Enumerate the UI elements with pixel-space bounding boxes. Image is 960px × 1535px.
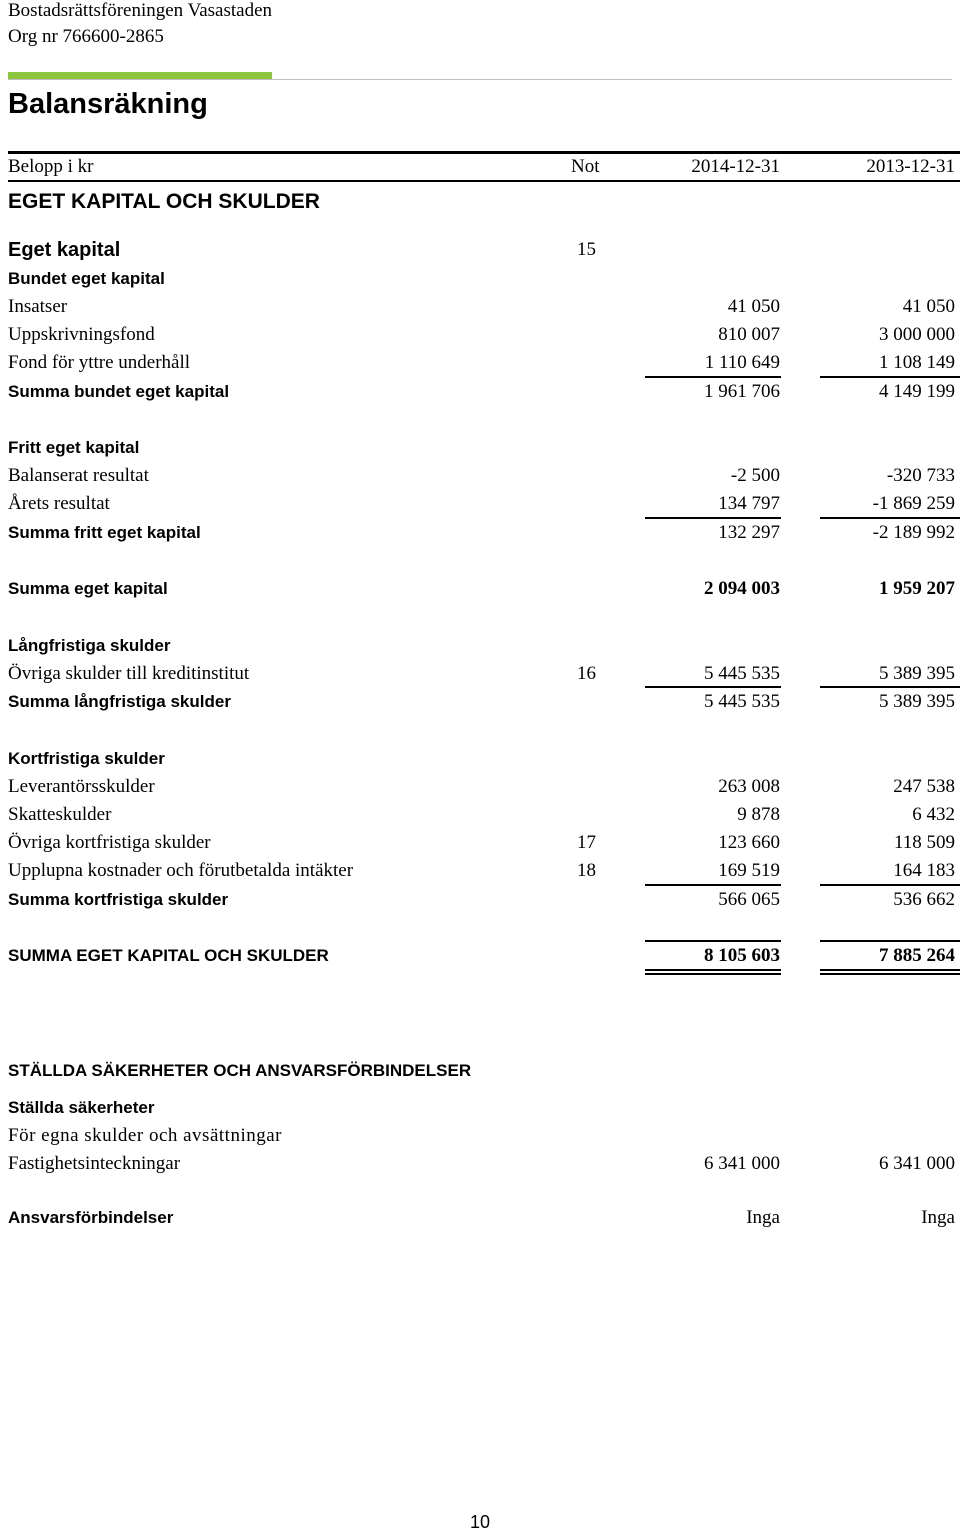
row-label: Eget kapital — [8, 239, 121, 261]
table-header — [0, 153, 960, 181]
row-value-2013: -2 189 992 — [872, 522, 955, 543]
table-row — [0, 188, 960, 216]
row-value-2014: 1 961 706 — [704, 381, 780, 402]
row-label: Upplupna kostnader och förutbetalda intäkter — [8, 860, 354, 881]
table-row — [0, 378, 960, 406]
row-value-2013: 7 885 264 — [879, 945, 955, 966]
column-header-amount: Belopp i kr — [8, 156, 94, 177]
row-value-2013: 1 959 207 — [879, 578, 955, 599]
row-label: Kortfristiga skulder — [8, 749, 165, 768]
row-label: Summa kortfristiga skulder — [8, 890, 229, 909]
row-value-2014: Inga — [746, 1207, 780, 1228]
org-number: Org nr 766600-2865 — [8, 26, 164, 47]
table-row — [0, 745, 960, 773]
double-underline — [820, 969, 960, 971]
double-underline — [645, 969, 781, 971]
row-value-2013: 118 509 — [893, 832, 955, 853]
row-value-2014: 134 797 — [718, 493, 780, 514]
row-note: 15 — [577, 239, 596, 260]
table-row — [0, 857, 960, 885]
row-label: SUMMA EGET KAPITAL OCH SKULDER — [8, 946, 329, 965]
row-value-2014: 810 007 — [718, 324, 780, 345]
row-label: Bundet eget kapital — [8, 269, 165, 288]
row-value-2014: 8 105 603 — [704, 945, 780, 966]
row-value-2014: 132 297 — [718, 522, 780, 543]
row-value-2013: 4 149 199 — [879, 381, 955, 402]
row-label: Summa långfristiga skulder — [8, 692, 231, 711]
column-header-year1: 2014-12-31 — [691, 156, 780, 177]
row-label: För egna skulder och avsättningar — [8, 1125, 282, 1146]
row-label: Fond för yttre underhåll — [8, 352, 191, 373]
row-value-2013: 6 432 — [912, 804, 955, 825]
row-label: STÄLLDA SÄKERHETER OCH ANSVARSFÖRBINDELSER — [8, 1061, 472, 1080]
row-label: Balanserat resultat — [8, 465, 149, 486]
row-value-2013: 536 662 — [893, 889, 955, 910]
row-label: Skatteskulder — [8, 804, 112, 825]
row-note: 18 — [577, 860, 596, 881]
table-row — [0, 490, 960, 518]
table-row — [0, 1204, 960, 1232]
row-note: 16 — [577, 663, 596, 684]
header-accent-bar — [8, 72, 272, 79]
row-value-2013: 1 108 149 — [879, 352, 955, 373]
table-row — [0, 1122, 960, 1150]
row-label: Insatser — [8, 296, 68, 317]
table-row — [0, 773, 960, 801]
table-row — [0, 942, 960, 970]
column-header-year2: 2013-12-31 — [866, 156, 955, 177]
row-label: Ansvarsförbindelser — [8, 1208, 174, 1227]
row-value-2014: 5 445 535 — [704, 691, 780, 712]
table-row — [0, 660, 960, 688]
row-label: Övriga skulder till kreditinstitut — [8, 663, 250, 684]
header-divider — [8, 79, 952, 80]
page-number: 10 — [469, 1512, 491, 1532]
table-row — [0, 632, 960, 660]
row-value-2014: 123 660 — [718, 832, 780, 853]
table-row — [0, 1094, 960, 1122]
table-row — [0, 1057, 960, 1085]
row-note: 17 — [577, 832, 596, 853]
row-label: Ställda säkerheter — [8, 1098, 155, 1117]
row-value-2014: 41 050 — [727, 296, 780, 317]
org-name: Bostadsrättsföreningen Vasastaden — [8, 0, 273, 21]
row-value-2013: Inga — [921, 1207, 955, 1228]
row-value-2014: 6 341 000 — [704, 1153, 780, 1174]
row-label: Uppskrivningsfond — [8, 324, 155, 345]
row-value-2013: 41 050 — [902, 296, 955, 317]
row-value-2013: 3 000 000 — [879, 324, 955, 345]
row-value-2014: 9 878 — [737, 804, 780, 825]
row-value-2014: -2 500 — [730, 465, 780, 486]
table-row — [0, 519, 960, 547]
table-row — [0, 293, 960, 321]
row-label: Årets resultat — [8, 493, 110, 514]
table-row — [0, 236, 960, 264]
row-value-2013: -320 733 — [886, 465, 955, 486]
table-row — [0, 688, 960, 716]
page-title: Balansräkning — [8, 88, 208, 120]
table-row — [0, 265, 960, 293]
row-value-2013: -1 869 259 — [872, 493, 955, 514]
table-row — [0, 349, 960, 377]
row-value-2013: 247 538 — [893, 776, 955, 797]
table-header-bottom-rule — [8, 180, 960, 182]
row-value-2014: 566 065 — [718, 889, 780, 910]
table-row — [0, 575, 960, 603]
row-label: Summa eget kapital — [8, 579, 168, 598]
row-value-2013: 5 389 395 — [879, 663, 955, 684]
row-value-2014: 5 445 535 — [704, 663, 780, 684]
table-row — [0, 462, 960, 490]
row-label: Leverantörsskulder — [8, 776, 155, 797]
double-underline — [645, 973, 781, 975]
row-value-2014: 169 519 — [718, 860, 780, 881]
row-label: Summa fritt eget kapital — [8, 523, 201, 542]
table-row — [0, 434, 960, 462]
double-underline — [820, 973, 960, 975]
row-value-2014: 1 110 649 — [704, 352, 780, 373]
row-value-2013: 164 183 — [893, 860, 955, 881]
table-row — [0, 886, 960, 914]
row-value-2014: 263 008 — [718, 776, 780, 797]
table-row — [0, 829, 960, 857]
column-header-note: Not — [571, 156, 600, 177]
row-value-2013: 5 389 395 — [879, 691, 955, 712]
row-value-2014: 2 094 003 — [704, 578, 780, 599]
row-label: Summa bundet eget kapital — [8, 382, 230, 401]
row-label: Fritt eget kapital — [8, 438, 140, 457]
row-label: EGET KAPITAL OCH SKULDER — [8, 190, 320, 213]
row-value-2013: 6 341 000 — [879, 1153, 955, 1174]
table-row — [0, 801, 960, 829]
table-row — [0, 321, 960, 349]
row-label: Övriga kortfristiga skulder — [8, 832, 211, 853]
table-row — [0, 1150, 960, 1178]
row-label: Fastighetsinteckningar — [8, 1153, 181, 1174]
row-label: Långfristiga skulder — [8, 636, 171, 655]
